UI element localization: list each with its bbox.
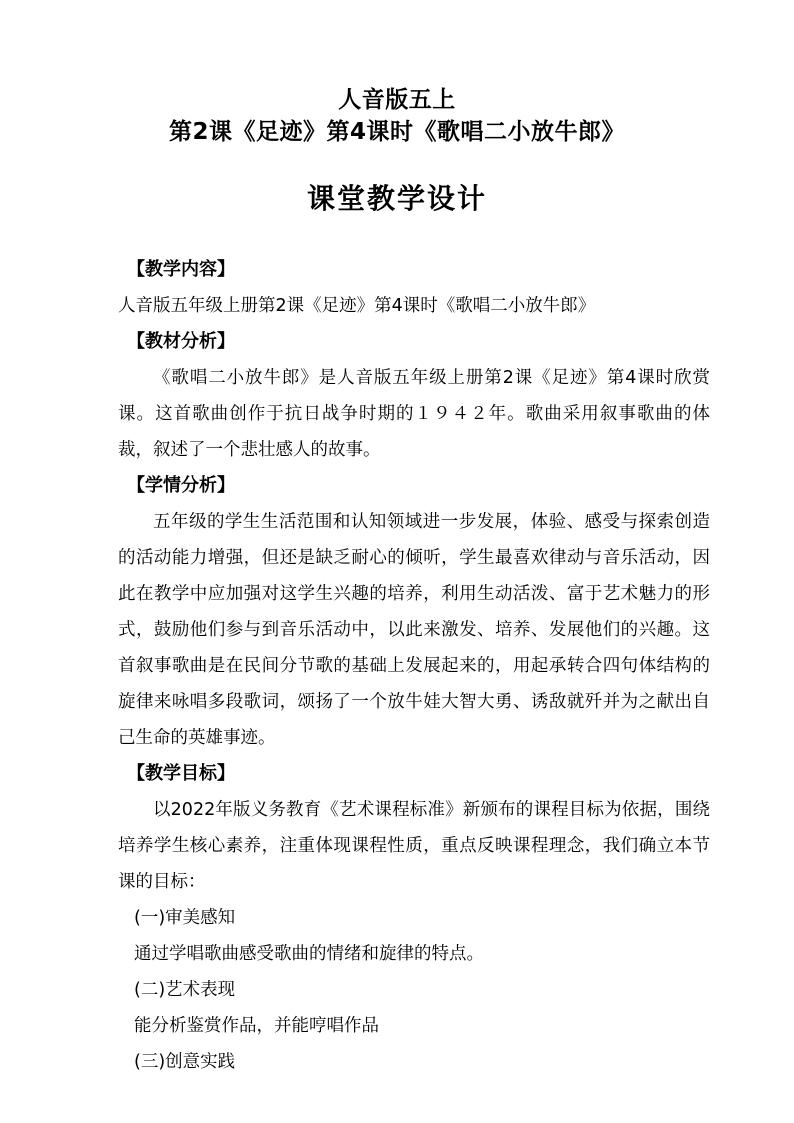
heading-teaching-goals: 【教学目标】	[127, 763, 235, 784]
goal-aesthetic-text: 通过学唱歌曲感受歌曲的情绪和旋律的特点。	[134, 944, 484, 964]
header-lesson: 第2课《足迹》第4课时《歌唱二小放牛郎》	[168, 119, 625, 145]
goal-aesthetic-label: (一)审美感知	[134, 908, 236, 928]
document-body	[118, 252, 710, 1080]
goal-expression-text: 能分析鉴赏作品，并能哼唱作品	[134, 1016, 379, 1036]
heading-learner-analysis: 【学情分析】	[127, 475, 235, 496]
teaching-goals-intro: 以2022年版义务教育《艺术课程标准》新颁布的课程目标为依据，围绕培养学生核心素养，注重体现课程性质，重点反映课程理念，我们确立本节课的目标：	[118, 800, 710, 892]
material-analysis-text: 《歌唱二小放牛郎》是人音版五年级上册第2课《足迹》第4课时欣赏课。这首歌曲创作于抗日战争时期的１９４２年。歌曲采用叙事歌曲的体裁，叙述了一个悲壮感人的故事。	[118, 368, 710, 460]
page-title: 课堂教学设计	[306, 182, 487, 215]
heading-material-analysis: 【教材分析】	[127, 331, 235, 352]
teaching-content-text: 人音版五年级上册第2课《足迹》第4课时《歌唱二小放牛郎》	[118, 296, 596, 316]
learner-analysis-text: 五年级的学生生活范围和认知领域进一步发展，体验、感受与探索创造的活动能力增强，但还是缺乏耐心的倾听，学生最喜欢律动与音乐活动，因此在教学中应加强对这学生兴趣的培养，利用生动活泼、富于艺术魅力的形式，鼓励他们参与到音乐活动中，以此来激发、培养、发展他们的兴趣。这首叙事歌曲是在民间分节歌的基础上发展起来的，用起承转合四句体结构的旋律来咏唱多段歌词，颂扬了一个放牛娃大智大勇、诱敌就歼并为之献出自己生命的英雄事迹。	[118, 512, 710, 748]
goal-expression-label: (二)艺术表现	[134, 980, 236, 1000]
goal-practice-label: (三)创意实践	[134, 1052, 236, 1072]
header-edition: 人音版五上	[338, 87, 456, 113]
heading-teaching-content: 【教学内容】	[127, 259, 235, 280]
